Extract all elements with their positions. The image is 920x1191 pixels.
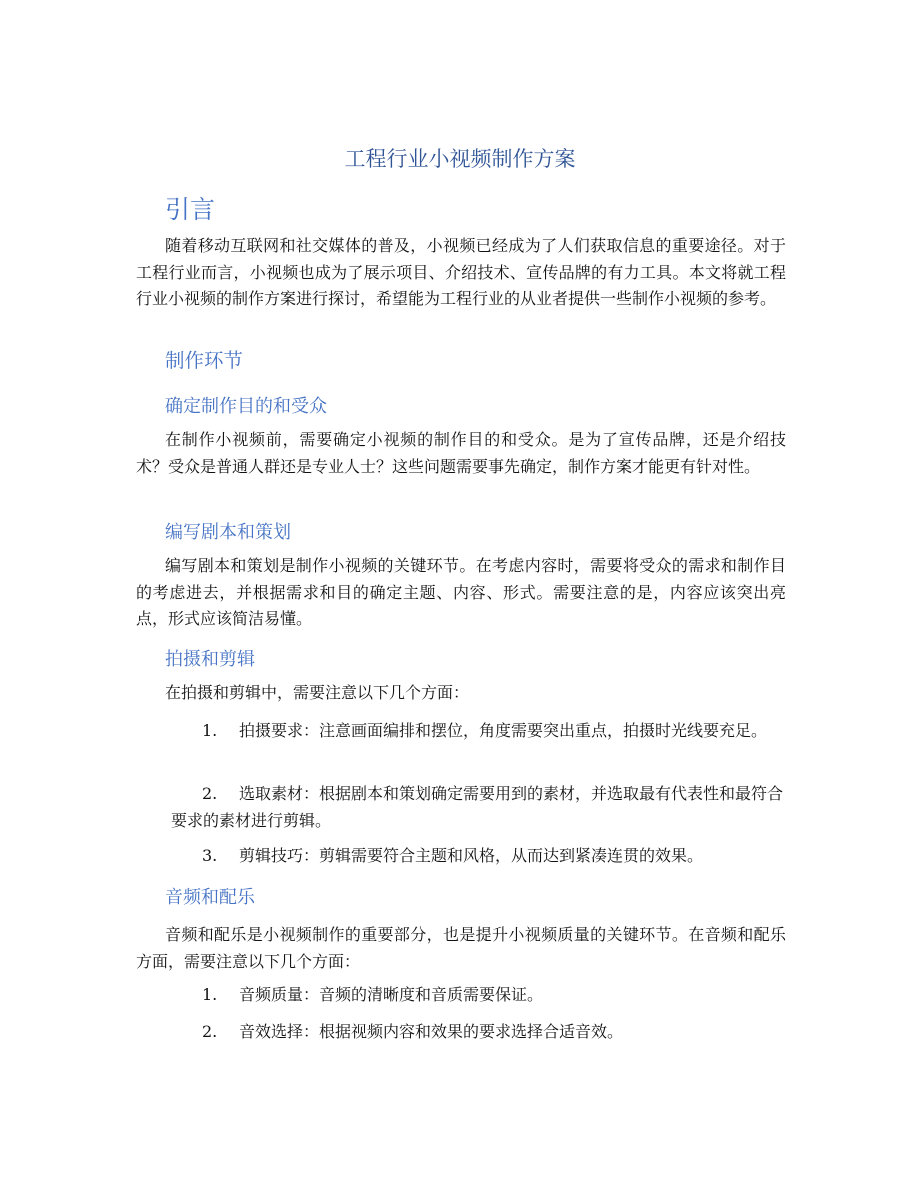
- list-text: 选取素材：根据剧本和策划确定需要用到的素材，并选取最有代表性和最符合要求的素材进行剪辑。: [171, 784, 784, 830]
- list-number: 3.: [202, 846, 218, 865]
- intro-paragraph: 随着移动互联网和社交媒体的普及，小视频已经成为了人们获取信息的重要途径。对于工程行业而言，小视频也成为了展示项目、介绍技术、宣传品牌的有力工具。本文将就工程行业小视频的制作方案进行探讨，希望能为工程行业的从业者提供一些制作小视频的参考。: [136, 236, 786, 308]
- list-text: 音频质量：音频的清晰度和音质需要保证。: [239, 985, 544, 1004]
- list-number: 2.: [202, 1022, 218, 1041]
- list-number: 2.: [202, 784, 218, 803]
- section-heading-audio: 音频和配乐: [165, 887, 255, 908]
- list-number: 1.: [202, 985, 218, 1004]
- intro-heading: 引言: [165, 195, 216, 224]
- list-number: 1.: [202, 721, 218, 740]
- section-heading-purpose: 确定制作目的和受众: [165, 396, 327, 417]
- section-paragraph-purpose: 在制作小视频前，需要确定小视频的制作目的和受众。是为了宣传品牌，还是介绍技术？受众是普通人群还是专业人士？这些问题需要事先确定，制作方案才能更有针对性。: [136, 430, 786, 476]
- process-heading: 制作环节: [165, 349, 244, 372]
- list-item: [171, 843, 786, 870]
- section-paragraph-shooting: 在拍摄和剪辑中，需要注意以下几个方面：: [165, 683, 470, 702]
- list-text: 音效选择：根据视频内容和效果的要求选择合适音效。: [239, 1022, 624, 1041]
- section-heading-shooting: 拍摄和剪辑: [165, 649, 255, 670]
- list-item: [171, 718, 786, 745]
- list-item: [171, 1019, 786, 1046]
- document-title: 工程行业小视频制作方案: [344, 147, 576, 171]
- list-item: [171, 982, 786, 1009]
- section-paragraph-audio: 音频和配乐是小视频制作的重要部分，也是提升小视频质量的关键环节。在音频和配乐方面，需要注意以下几个方面：: [136, 925, 786, 971]
- list-text: 拍摄要求：注意画面编排和摆位，角度需要突出重点，拍摄时光线要充足。: [239, 721, 768, 740]
- list-text: 剪辑技巧：剪辑需要符合主题和风格，从而达到紧凑连贯的效果。: [239, 846, 704, 865]
- section-heading-script: 编写剧本和策划: [165, 522, 291, 543]
- section-paragraph-script: 编写剧本和策划是制作小视频的关键环节。在考虑内容时，需要将受众的需求和制作目的考虑进去，并根据需求和目的确定主题、内容、形式。需要注意的是，内容应该突出亮点，形式应该简洁易懂。: [136, 556, 786, 628]
- list-item: [171, 781, 786, 834]
